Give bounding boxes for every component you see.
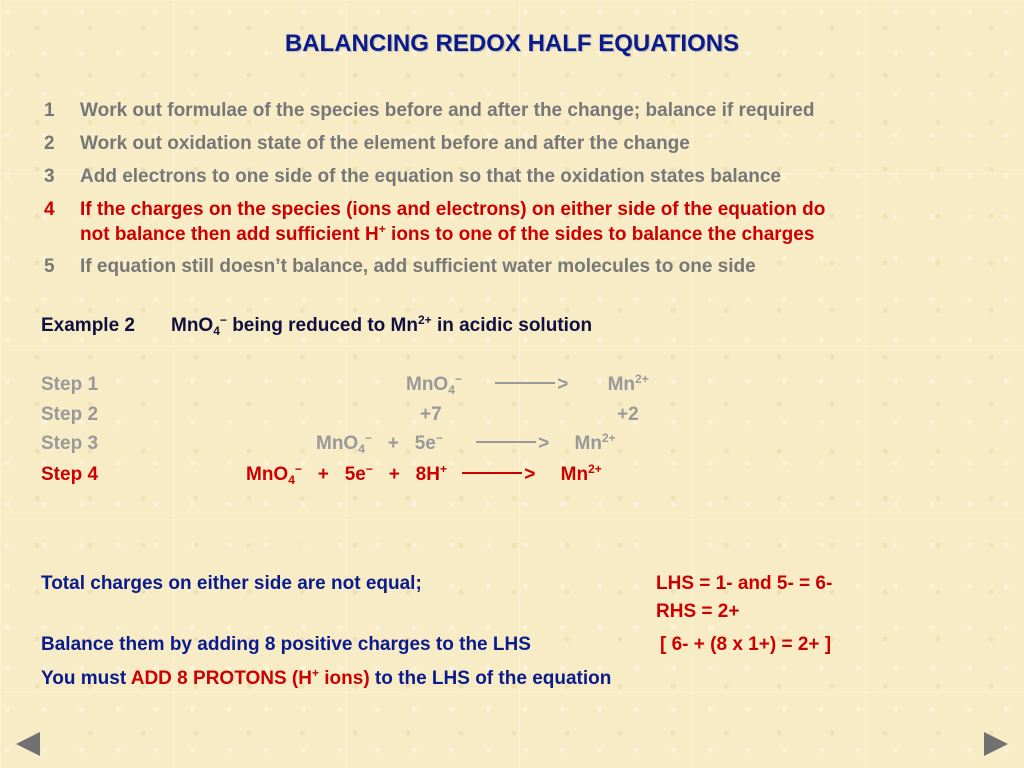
superscript: − [364, 431, 372, 445]
formula: MnO [316, 433, 359, 454]
step-3-equation [316, 433, 616, 455]
superscript: − [454, 372, 462, 386]
conclusion-highlight: ADD 8 PROTONS (H [130, 668, 312, 689]
balance-calculation: [ 6- + (8 x 1+) = 2+ ] [660, 634, 832, 655]
formula: MnO [406, 374, 449, 395]
step-2-label: Step 2 [41, 404, 99, 425]
step-text-line1: If the charges on the species (ions and electrons) on either side of the equation do [80, 199, 826, 220]
arrow-head: > [538, 433, 550, 454]
electrons: 5e [414, 433, 436, 454]
step-number: 5 [44, 256, 55, 277]
step-number: 2 [44, 133, 55, 154]
step-text: If equation still doesn’t balance, add sufficient water molecules to one side [80, 256, 756, 277]
conclusion-text: You must [41, 668, 131, 689]
arrow-shaft [476, 441, 536, 443]
superscript: 2+ [635, 372, 649, 386]
oxidation-state-right: +2 [617, 404, 639, 425]
conclusion-highlight: ions) [318, 668, 370, 689]
arrow-shaft [495, 382, 555, 384]
step-number: 1 [44, 100, 55, 121]
method-step-4 [44, 197, 825, 247]
step-number: 3 [44, 166, 55, 187]
superscript: − [219, 313, 227, 327]
method-step-3 [44, 164, 825, 190]
electrons: 5e [344, 464, 366, 485]
method-step-5 [44, 254, 825, 280]
step-4-equation [246, 464, 602, 486]
plus-sign: + [317, 464, 329, 485]
superscript: + [311, 666, 319, 680]
step-number: 4 [44, 199, 55, 220]
conclusion-text: to the LHS of the equation [369, 668, 612, 689]
method-steps [44, 98, 825, 287]
example-text: in acidic solution [431, 315, 593, 336]
page-title: BALANCING REDOX HALF EQUATIONS [284, 30, 740, 57]
protons: 8H [415, 464, 440, 485]
plus-sign: + [388, 464, 400, 485]
step-3-label: Step 3 [41, 433, 99, 454]
subscript: 4 [288, 473, 295, 487]
superscript: − [294, 462, 302, 476]
subscript: 4 [448, 383, 455, 397]
superscript: 2+ [601, 431, 616, 445]
superscript: − [365, 462, 373, 476]
step-text: Add electrons to one side of the equation so that the oxidation states balance [80, 166, 781, 187]
step-1-label: Step 1 [41, 374, 99, 395]
arrow-head: > [524, 464, 536, 485]
conclusion [41, 668, 611, 690]
example-heading [41, 315, 592, 337]
subscript: 4 [213, 324, 220, 338]
next-slide-icon[interactable] [984, 732, 1008, 756]
arrow-shaft [462, 472, 522, 474]
superscript: + [378, 222, 386, 236]
step-text: Work out oxidation state of the element before and after the change [80, 133, 690, 154]
species-formula: MnO [171, 315, 214, 336]
formula: Mn [607, 374, 636, 395]
formula: Mn [574, 433, 602, 454]
superscript: 2+ [417, 313, 432, 327]
method-step-1 [44, 98, 825, 124]
superscript: − [435, 431, 443, 445]
step-4-label: Step 4 [41, 464, 99, 485]
superscript: + [439, 462, 447, 476]
balance-statement: Balance them by adding 8 positive charges to the LHS [41, 634, 531, 655]
formula: MnO [246, 464, 289, 485]
rhs-charge: RHS = 2+ [656, 601, 740, 622]
example-text: being reduced to Mn [226, 315, 418, 336]
totals-statement: Total charges on either side are not equal; [41, 573, 422, 594]
lhs-charge: LHS = 1- and 5- = 6- [656, 573, 833, 594]
superscript: 2+ [588, 462, 602, 476]
example-label: Example 2 [41, 315, 135, 336]
step-text-line2a: not balance then add sufficient H [80, 224, 379, 245]
step-text: Work out formulae of the species before and after the change; balance if required [80, 100, 815, 121]
subscript: 4 [358, 442, 365, 456]
previous-slide-icon[interactable] [16, 732, 40, 756]
oxidation-state-left: +7 [420, 404, 442, 425]
step-text-line2b: ions to one of the sides to balance the charges [385, 224, 815, 245]
method-step-2 [44, 131, 825, 157]
arrow-head: > [557, 374, 569, 395]
step-1-equation [406, 374, 649, 396]
plus-sign: + [387, 433, 399, 454]
formula: Mn [560, 464, 589, 485]
